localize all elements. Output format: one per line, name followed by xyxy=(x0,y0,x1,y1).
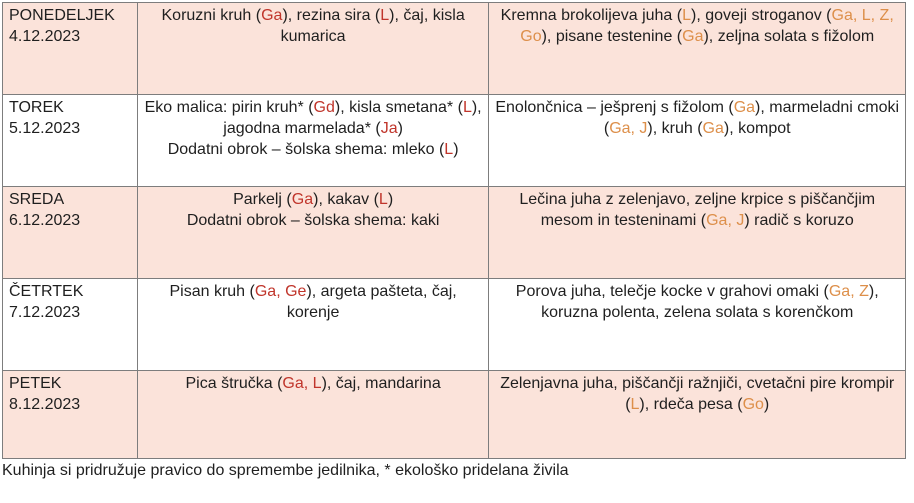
day-date: 5.12.2023 xyxy=(9,120,81,137)
allergen-code: L xyxy=(380,7,390,24)
lunch-text xyxy=(493,5,901,47)
menu-text: ), goveji stroganov ( xyxy=(691,7,832,24)
menu-text: ), čaj, mandarina xyxy=(321,375,441,392)
day-cell xyxy=(3,279,138,371)
menu-text: ), jagodna marmelada* ( xyxy=(223,99,482,137)
day-date: 7.12.2023 xyxy=(9,304,81,321)
allergen-code: Go xyxy=(742,396,764,413)
day-cell xyxy=(3,187,138,279)
menu-row-friday xyxy=(3,371,906,459)
allergen-code: Ga, J xyxy=(706,212,745,229)
lunch-text xyxy=(493,281,901,323)
menu-text: Koruzni kruh ( xyxy=(161,7,262,24)
menu-text: ), rdeča pesa ( xyxy=(639,396,743,413)
breakfast-text xyxy=(142,373,485,394)
menu-text: ) xyxy=(453,141,459,158)
day-date: 8.12.2023 xyxy=(9,396,81,413)
menu-text: ), kompot xyxy=(723,120,791,137)
menu-row-wednesday xyxy=(3,187,906,279)
menu-text: ), čaj, kisla kumarica xyxy=(280,7,465,45)
allergen-code: Ga xyxy=(682,28,704,45)
breakfast-cell xyxy=(137,3,489,95)
allergen-code: Gd xyxy=(313,99,335,116)
lunch-cell xyxy=(489,371,906,459)
menu-text: Porova juha, telečje kocke v grahovi omaki ( xyxy=(515,283,829,300)
footer-note: Kuhinja si pridružuje pravico do spremembe jedilnika, * ekološko pridelana živila xyxy=(2,462,569,479)
lunch-text xyxy=(493,373,901,415)
day-cell xyxy=(3,371,138,459)
breakfast-cell xyxy=(137,371,489,459)
menu-text: ) xyxy=(397,120,403,137)
menu-text: ) radič s koruzo xyxy=(744,212,854,229)
breakfast-text xyxy=(142,281,485,323)
menu-text: ) xyxy=(387,191,394,208)
menu-text: ), zeljna solata s fižolom xyxy=(703,28,875,45)
day-name: PETEK xyxy=(9,375,62,392)
menu-text: ) xyxy=(763,396,770,413)
menu-text: ), marmeladni cmoki ( xyxy=(603,99,900,137)
allergen-code: L xyxy=(630,396,640,413)
allergen-code: Ga, L, Z, Go xyxy=(520,7,894,45)
menu-text: ), kakav ( xyxy=(313,191,379,208)
menu-text: ), kisla smetana* ( xyxy=(334,99,463,116)
menu-text: Enolončnica – ješprenj s fižolom ( xyxy=(495,99,734,116)
allergen-code: Ga xyxy=(702,120,724,137)
breakfast-text xyxy=(142,189,485,231)
day-name: PONEDELJEK xyxy=(9,7,115,24)
lunch-cell xyxy=(489,279,906,371)
menu-text: Pica štručka ( xyxy=(185,375,283,392)
day-date: 4.12.2023 xyxy=(9,28,81,45)
day-date: 6.12.2023 xyxy=(9,212,81,229)
day-name: ČETRTEK xyxy=(9,283,84,300)
menu-text: ), argeta pašteta, čaj, korenje xyxy=(286,283,457,321)
breakfast-cell xyxy=(137,187,489,279)
lunch-text xyxy=(493,97,901,139)
menu-text: Parkelj ( xyxy=(233,191,292,208)
allergen-code: Ga xyxy=(733,99,756,116)
breakfast-text xyxy=(142,5,485,47)
allergen-code: Ga, L xyxy=(282,375,322,392)
breakfast-cell xyxy=(137,95,489,187)
menu-row-tuesday xyxy=(3,95,906,187)
lunch-text xyxy=(493,189,901,231)
day-cell xyxy=(3,95,138,187)
allergen-code: Ga, J xyxy=(609,120,648,137)
allergen-code: Ga, Z xyxy=(828,283,869,300)
menu-text: Dodatni obrok – šolska shema: mleko ( xyxy=(167,141,445,158)
menu-text: Eko malica: pirin kruh* ( xyxy=(144,99,314,116)
day-cell xyxy=(3,3,138,95)
menu-text: Kremna brokolijeva juha ( xyxy=(500,7,683,24)
menu-text: ), pisane testenine ( xyxy=(541,28,683,45)
lunch-cell xyxy=(489,95,906,187)
menu-text: Dodatni obrok – šolska shema: kaki xyxy=(186,212,440,229)
weekly-menu-table xyxy=(2,2,906,459)
menu-text: ), rezina sira ( xyxy=(282,7,381,24)
day-name: SREDA xyxy=(9,191,65,208)
lunch-cell xyxy=(489,3,906,95)
allergen-code: Ga xyxy=(291,191,314,208)
menu-row-thursday xyxy=(3,279,906,371)
allergen-code: L xyxy=(462,99,472,116)
breakfast-cell xyxy=(137,279,489,371)
menu-text: Pisan kruh ( xyxy=(169,283,255,300)
menu-row-monday xyxy=(3,3,906,95)
allergen-code: L xyxy=(378,191,388,208)
lunch-cell xyxy=(489,187,906,279)
breakfast-text xyxy=(142,97,485,160)
allergen-code: Ga xyxy=(261,7,283,24)
allergen-code: Ja xyxy=(380,120,398,137)
menu-text: Zelenjavna juha, piščančji ražnjiči, cvetačni pire krompir ( xyxy=(500,375,895,413)
allergen-code: L xyxy=(682,7,691,24)
menu-text: Lečina juha z zelenjavo, zeljne krpice s piščančjim mesom in testeninami ( xyxy=(519,191,876,229)
menu-text: ), kruh ( xyxy=(647,120,703,137)
allergen-code: L xyxy=(444,141,454,158)
day-name: TOREK xyxy=(9,99,64,116)
allergen-code: Ga, Ge xyxy=(254,283,307,300)
menu-text: ), koruzna polenta, zelena solata s korenčkom xyxy=(541,283,879,321)
